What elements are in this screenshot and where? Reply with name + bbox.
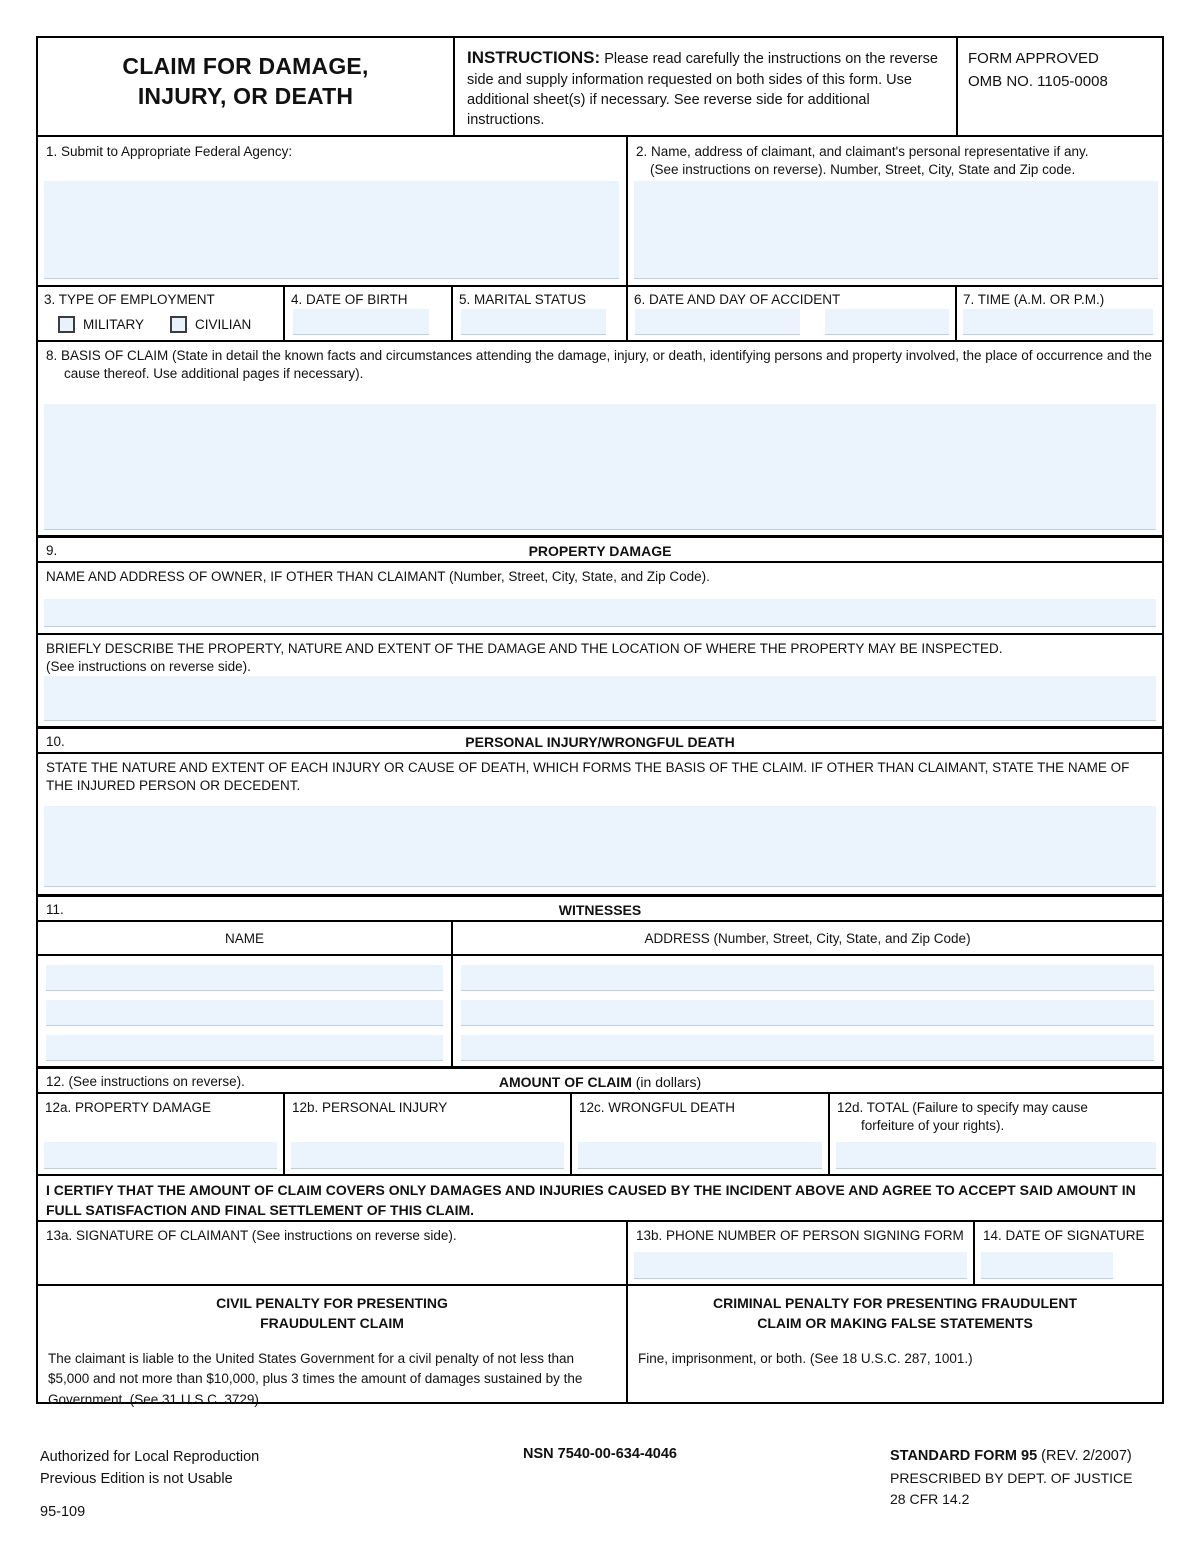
sf95-form: [36, 36, 1164, 1407]
field-12b-personal-injury: [285, 1094, 572, 1174]
property-description: [38, 633, 1162, 726]
owner-name-address: [38, 563, 1162, 633]
basis-of-claim-input[interactable]: [44, 404, 1156, 530]
field-3-label: 3. TYPE OF EMPLOYMENT: [44, 292, 215, 307]
footer-edition-note: Previous Edition is not Usable: [40, 1471, 233, 1488]
row-employment-accident: [38, 285, 1162, 340]
section-12-header: [38, 1066, 1162, 1094]
field-12b-label: 12b. PERSONAL INJURY: [292, 1100, 448, 1115]
accident-date-input[interactable]: [635, 309, 800, 335]
injury-statement-label: STATE THE NATURE AND EXTENT OF EACH INJURY OR CAUSE OF DEATH, WHICH FORMS THE BASIS OF THE CLAIM. IF OTHER THAN CLAIMANT, STATE THE NAME OF THE INJURED PERSON OR DECEDENT.: [46, 760, 1130, 794]
field-13a-label: 13a. SIGNATURE OF CLAIMANT (See instructions on reverse side).: [46, 1228, 457, 1243]
field-3-employment: [38, 287, 285, 340]
witness-address-input-2[interactable]: [461, 1000, 1154, 1026]
certification-statement: I CERTIFY THAT THE AMOUNT OF CLAIM COVERS ONLY DAMAGES AND INJURIES CAUSED BY THE INCIDENT ABOVE AND AGREE TO ACCEPT SAID AMOUNT IN FULL SATISFACTION AND FINAL SETTLEMENT OF THIS CLAIM.: [38, 1174, 1162, 1220]
criminal-penalty-title: CRIMINAL PENALTY FOR PRESENTING FRAUDULENT CLAIM OR MAKING FALSE STATEMENTS: [712, 1295, 1077, 1331]
field-6-accident-date: [628, 287, 957, 340]
section-10-title: PERSONAL INJURY/WRONGFUL DEATH: [465, 734, 735, 750]
amount-total-input[interactable]: [836, 1142, 1156, 1169]
amount-property-input[interactable]: [44, 1142, 277, 1169]
form-title: CLAIM FOR DAMAGE, INJURY, OR DEATH: [122, 53, 369, 109]
field-4-label: 4. DATE OF BIRTH: [291, 292, 408, 307]
footer-prescribed-by: PRESCRIBED BY DEPT. OF JUSTICE: [890, 1469, 1133, 1486]
field-14-label: 14. DATE OF SIGNATURE: [983, 1228, 1145, 1243]
field-14-signature-date: [975, 1222, 1162, 1284]
footer-form-number: 95-109: [40, 1503, 86, 1520]
section-11-header: [38, 894, 1162, 922]
field-8-basis-of-claim: [38, 340, 1162, 535]
military-checkbox[interactable]: [58, 316, 75, 333]
amount-injury-input[interactable]: [291, 1142, 564, 1169]
field-8-label: 8. BASIS OF CLAIM (State in detail the known facts and circumstances attending the damage, injury, or death, identifying persons and property involved, the place of occurrence and the cause thereof. Use additional pages if necessary).: [46, 348, 1152, 382]
section-10-header: [38, 726, 1162, 754]
claimant-input[interactable]: [634, 181, 1158, 279]
property-description-label: BRIEFLY DESCRIBE THE PROPERTY, NATURE AND EXTENT OF THE DAMAGE AND THE LOCATION OF WHERE THE PROPERTY MAY BE INSPECTED. (See instructions on reverse side).: [46, 641, 1003, 675]
form-title-cell: [38, 38, 455, 135]
witness-table-body: [38, 956, 1162, 1066]
field-2-claimant: [628, 137, 1162, 285]
amount-of-claim-row: [38, 1094, 1162, 1174]
military-label: MILITARY: [83, 317, 145, 333]
accident-day-input[interactable]: [825, 309, 949, 335]
witness-table-header: [38, 922, 1162, 956]
witness-name-input-3[interactable]: [46, 1035, 443, 1061]
footer-reproduction-note: Authorized for Local Reproduction: [40, 1449, 260, 1465]
field-5-label: 5. MARITAL STATUS: [459, 292, 587, 307]
injury-statement: [38, 754, 1162, 894]
footer-cfr: 28 CFR 14.2: [890, 1490, 970, 1507]
agency-input[interactable]: [44, 181, 619, 279]
row-signature: [38, 1220, 1162, 1284]
field-12d-total: [830, 1094, 1162, 1174]
form-header: [38, 38, 1162, 135]
field-13a-signature: [38, 1222, 628, 1284]
footer-right: [890, 1446, 1132, 1510]
signature-date-input[interactable]: [981, 1252, 1113, 1279]
employment-checkboxes: [44, 316, 277, 333]
field-1-label: 1. Submit to Appropriate Federal Agency:: [46, 144, 293, 159]
injury-statement-input[interactable]: [44, 806, 1156, 887]
witness-name-column: [38, 956, 453, 1066]
owner-input[interactable]: [44, 599, 1156, 627]
field-7-label: 7. TIME (A.M. OR P.M.): [963, 292, 1105, 307]
civilian-label: CIVILIAN: [195, 317, 252, 333]
instructions-text: Please read carefully the instructions on the reverse side and supply information requested on both sides of this form. Use additional sheet(s) if necessary. See reverse side for additional instructions.: [467, 51, 938, 129]
field-12a-label: 12a. PROPERTY DAMAGE: [45, 1100, 212, 1115]
criminal-penalty-block: [628, 1286, 1162, 1402]
witness-name-input-2[interactable]: [46, 1000, 443, 1026]
field-5-marital-status: [453, 287, 628, 340]
witness-address-column-header: ADDRESS (Number, Street, City, State, and Zip Code): [644, 930, 971, 946]
witness-address-column: [453, 956, 1162, 1066]
field-13b-label: 13b. PHONE NUMBER OF PERSON SIGNING FORM: [636, 1228, 964, 1243]
footer-standard-form: STANDARD FORM 95 (REV. 2/2007): [890, 1448, 1132, 1464]
footer-nsn: NSN 7540-00-634-4046: [523, 1446, 677, 1462]
field-2-label: 2. Name, address of claimant, and claimant's personal representative if any. (See instructions on reverse). Number, Street, City, State and Zip code.: [636, 144, 1089, 178]
section-9-number: 9.: [46, 543, 58, 558]
omb-approval-block: FORM APPROVED OMB NO. 1105-0008: [968, 50, 1108, 90]
section-10-number: 10.: [46, 734, 65, 749]
witness-name-column-header: NAME: [38, 922, 453, 954]
phone-input[interactable]: [634, 1252, 967, 1279]
field-13b-phone: [628, 1222, 975, 1284]
witness-address-input-1[interactable]: [461, 965, 1154, 991]
field-6-label: 6. DATE AND DAY OF ACCIDENT: [634, 292, 841, 307]
owner-label: NAME AND ADDRESS OF OWNER, IF OTHER THAN CLAIMANT (Number, Street, City, State, and Zip Code).: [46, 569, 710, 584]
time-input[interactable]: [963, 309, 1153, 335]
section-11-title: WITNESSES: [558, 902, 642, 918]
civil-penalty-title: CIVIL PENALTY FOR PRESENTING FRAUDULENT CLAIM: [216, 1295, 448, 1331]
section-9-title: PROPERTY DAMAGE: [528, 543, 672, 559]
field-1-agency: [38, 137, 628, 285]
civil-penalty-block: [38, 1286, 628, 1407]
field-7-time: [957, 287, 1162, 340]
field-12c-wrongful-death: [572, 1094, 830, 1174]
witness-address-input-3[interactable]: [461, 1035, 1154, 1061]
amount-death-input[interactable]: [578, 1142, 822, 1169]
civil-penalty-text: The claimant is liable to the United States Government for a civil penalty of not less than $5,000 and not more than $10,000, plus 3 times the amount of damages sustained by the Government. (See 31 U.S.C. 3729).: [48, 1351, 583, 1407]
section-9-header: [38, 535, 1162, 563]
date-of-birth-input[interactable]: [293, 309, 429, 335]
row-agency-claimant: [38, 135, 1162, 285]
field-12c-label: 12c. WRONGFUL DEATH: [579, 1100, 736, 1115]
field-12d-label: 12d. TOTAL (Failure to specify may cause forfeiture of your rights).: [837, 1100, 1088, 1134]
witness-name-input-1[interactable]: [46, 965, 443, 991]
instructions-block: [455, 38, 958, 135]
instructions-label: INSTRUCTIONS:: [467, 48, 601, 67]
marital-status-input[interactable]: [461, 309, 606, 335]
field-12a-property-damage: [38, 1094, 285, 1174]
section-12-label: 12. (See instructions on reverse).: [46, 1074, 245, 1089]
criminal-penalty-text: Fine, imprisonment, or both. (See 18 U.S.C. 287, 1001.): [638, 1351, 973, 1367]
property-description-input[interactable]: [44, 676, 1156, 721]
civilian-checkbox[interactable]: [170, 316, 187, 333]
section-11-number: 11.: [46, 902, 64, 917]
penalty-row: [38, 1284, 1162, 1407]
section-12-title: AMOUNT OF CLAIM (in dollars): [498, 1074, 702, 1090]
field-4-date-of-birth: [285, 287, 453, 340]
